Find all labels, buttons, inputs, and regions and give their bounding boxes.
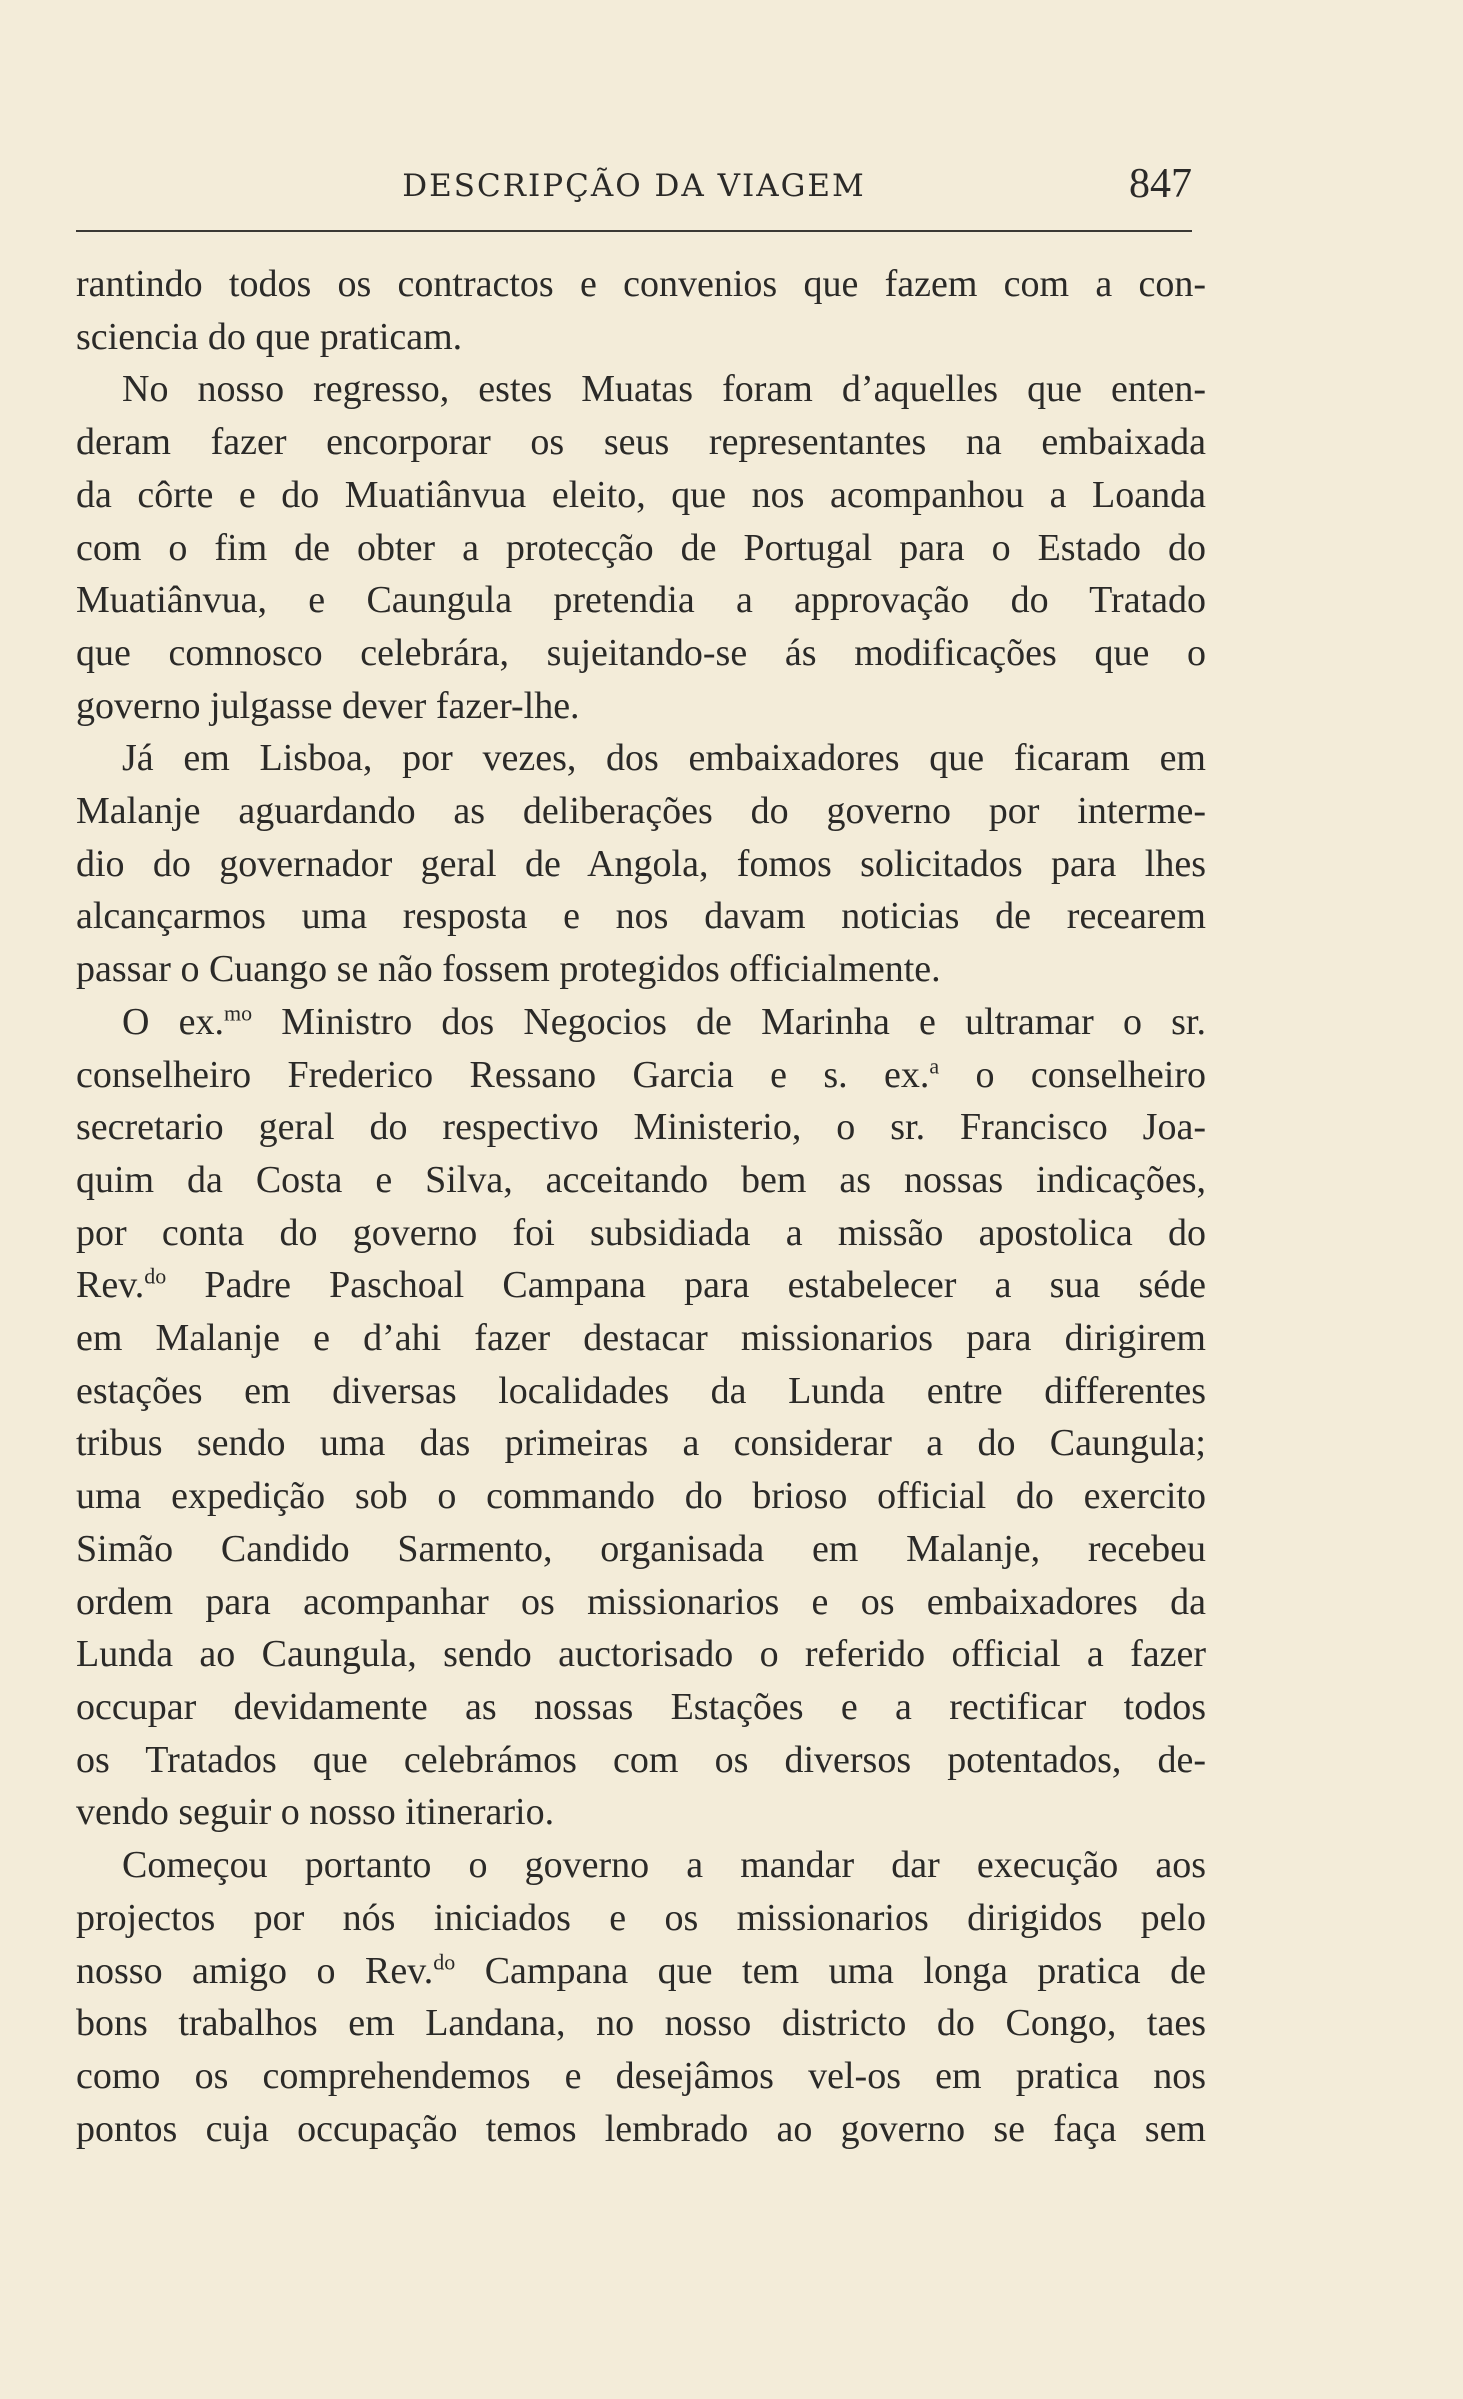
- text-line: [76, 1365, 1206, 1418]
- text-segment: quim da Costa e Silva, acceitando bem as nossas indicações,: [76, 1158, 1206, 1201]
- superscript: mo: [224, 1000, 253, 1026]
- text-line: [76, 1628, 1206, 1681]
- text-line: [76, 943, 1206, 996]
- text-line: [76, 1523, 1206, 1576]
- text-segment: alcançarmos uma resposta e nos davam noticias de recearem: [76, 895, 1206, 938]
- text-line: [76, 996, 1206, 1049]
- superscript: do: [144, 1263, 167, 1289]
- header-rule: [76, 230, 1192, 232]
- text-line: [76, 2050, 1206, 2103]
- text-segment: secretario geral do respectivo Ministerio, o sr. Francisco Joa-: [76, 1106, 1206, 1149]
- text-segment: Simão Candido Sarmento, organisada em Malanje, recebeu: [76, 1527, 1206, 1570]
- text-line: [76, 1154, 1206, 1207]
- text-segment: No nosso regresso, estes Muatas foram d’aquelles que enten-: [122, 368, 1206, 411]
- text-segment: O ex.: [122, 1000, 224, 1043]
- text-segment: que comnosco celebrára, sujeitando-se ás modificações que o: [76, 631, 1206, 674]
- text-segment: o conselheiro: [939, 1053, 1207, 1096]
- page-number: 847: [1129, 161, 1192, 207]
- text-segment: estações em diversas localidades da Lunda entre differentes: [76, 1369, 1206, 1412]
- text-segment: Muatiânvua, e Caungula pretendia a approvação do Tratado: [76, 579, 1206, 622]
- body-text: [76, 258, 1206, 2155]
- text-line: [76, 785, 1206, 838]
- text-segment: Já em Lisboa, por vezes, dos embaixadores que ficaram em: [122, 737, 1206, 780]
- text-segment: deram fazer encorporar os seus representantes na embaixada: [76, 421, 1206, 464]
- text-line: [76, 1945, 1206, 1998]
- text-segment: com o fim de obter a protecção de Portugal para o Estado do: [76, 526, 1206, 569]
- text-line: [76, 258, 1206, 311]
- text-line: [76, 1997, 1206, 2050]
- text-line: [76, 1576, 1206, 1629]
- text-segment: pontos cuja occupação temos lembrado ao governo se faça sem: [76, 2107, 1206, 2150]
- text-segment: Ministro dos Negocios de Marinha e ultramar o sr.: [252, 1000, 1206, 1043]
- text-segment: sciencia do que praticam.: [76, 315, 463, 358]
- text-segment: nosso amigo o Rev.: [76, 1949, 434, 1992]
- text-segment: rantindo todos os contractos e convenios que fazem com a con-: [76, 263, 1206, 305]
- text-segment: ordem para acompanhar os missionarios e os embaixadores da: [76, 1580, 1206, 1623]
- text-line: [76, 1734, 1206, 1787]
- text-segment: conselheiro Frederico Ressano Garcia e s. ex.: [76, 1053, 930, 1096]
- text-line: [76, 2103, 1206, 2156]
- text-segment: uma expedição sob o commando do brioso official do exercito: [76, 1475, 1206, 1518]
- text-line: [76, 1681, 1206, 1734]
- text-segment: vendo seguir o nosso itinerario.: [76, 1791, 555, 1834]
- text-segment: bons trabalhos em Landana, no nosso districto do Congo, taes: [76, 2002, 1206, 2045]
- text-line: [76, 522, 1206, 575]
- text-line: [76, 311, 1206, 364]
- text-line: [76, 680, 1206, 733]
- text-segment: occupar devidamente as nossas Estações e a rectificar todos: [76, 1685, 1206, 1728]
- text-line: [76, 1417, 1206, 1470]
- text-segment: Lunda ao Caungula, sendo auctorisado o referido official a fazer: [76, 1633, 1206, 1676]
- text-segment: Malanje aguardando as deliberações do governo por interme-: [76, 790, 1206, 833]
- text-line: [76, 732, 1206, 785]
- text-segment: Começou portanto o governo a mandar dar execução aos: [122, 1844, 1206, 1887]
- text-line: [76, 838, 1206, 891]
- page-header: [76, 160, 1192, 216]
- text-line: [76, 1839, 1206, 1892]
- text-segment: em Malanje e d’ahi fazer destacar missionarios para dirigirem: [76, 1317, 1206, 1360]
- text-line: [76, 1892, 1206, 1945]
- text-line: [76, 627, 1206, 680]
- text-segment: Padre Paschoal Campana para estabelecer a sua séde: [166, 1264, 1206, 1307]
- text-segment: tribus sendo uma das primeiras a considerar a do Caungula;: [76, 1422, 1206, 1465]
- superscript: a: [929, 1052, 940, 1078]
- text-segment: dio do governador geral de Angola, fomos solicitados para lhes: [76, 842, 1206, 885]
- text-segment: projectos por nós iniciados e os missionarios dirigidos pelo: [76, 1896, 1206, 1939]
- text-line: [76, 890, 1206, 943]
- text-line: [76, 1207, 1206, 1260]
- text-line: [76, 1101, 1206, 1154]
- text-segment: Campana que tem uma longa pratica de: [455, 1949, 1206, 1992]
- text-segment: passar o Cuango se não fossem protegidos officialmente.: [76, 948, 941, 991]
- text-line: [76, 416, 1206, 469]
- text-line: [76, 1049, 1206, 1102]
- text-line: [76, 1470, 1206, 1523]
- text-segment: Rev.: [76, 1264, 145, 1307]
- running-title: DESCRIPÇÃO DA VIAGEM: [402, 168, 866, 204]
- text-line: [76, 1786, 1206, 1839]
- text-line: [76, 574, 1206, 627]
- text-segment: os Tratados que celebrámos com os diversos potentados, de-: [76, 1738, 1206, 1781]
- text-line: [76, 469, 1206, 522]
- superscript: do: [433, 1948, 456, 1974]
- text-line: [76, 1259, 1206, 1312]
- text-line: [76, 363, 1206, 416]
- text-segment: por conta do governo foi subsidiada a missão apostolica do: [76, 1211, 1206, 1254]
- text-segment: governo julgasse dever fazer-lhe.: [76, 684, 580, 727]
- text-line: [76, 1312, 1206, 1365]
- text-segment: da côrte e do Muatiânvua eleito, que nos acompanhou a Loanda: [76, 473, 1206, 516]
- text-segment: como os comprehendemos e desejâmos vel-os em pratica nos: [76, 2054, 1206, 2097]
